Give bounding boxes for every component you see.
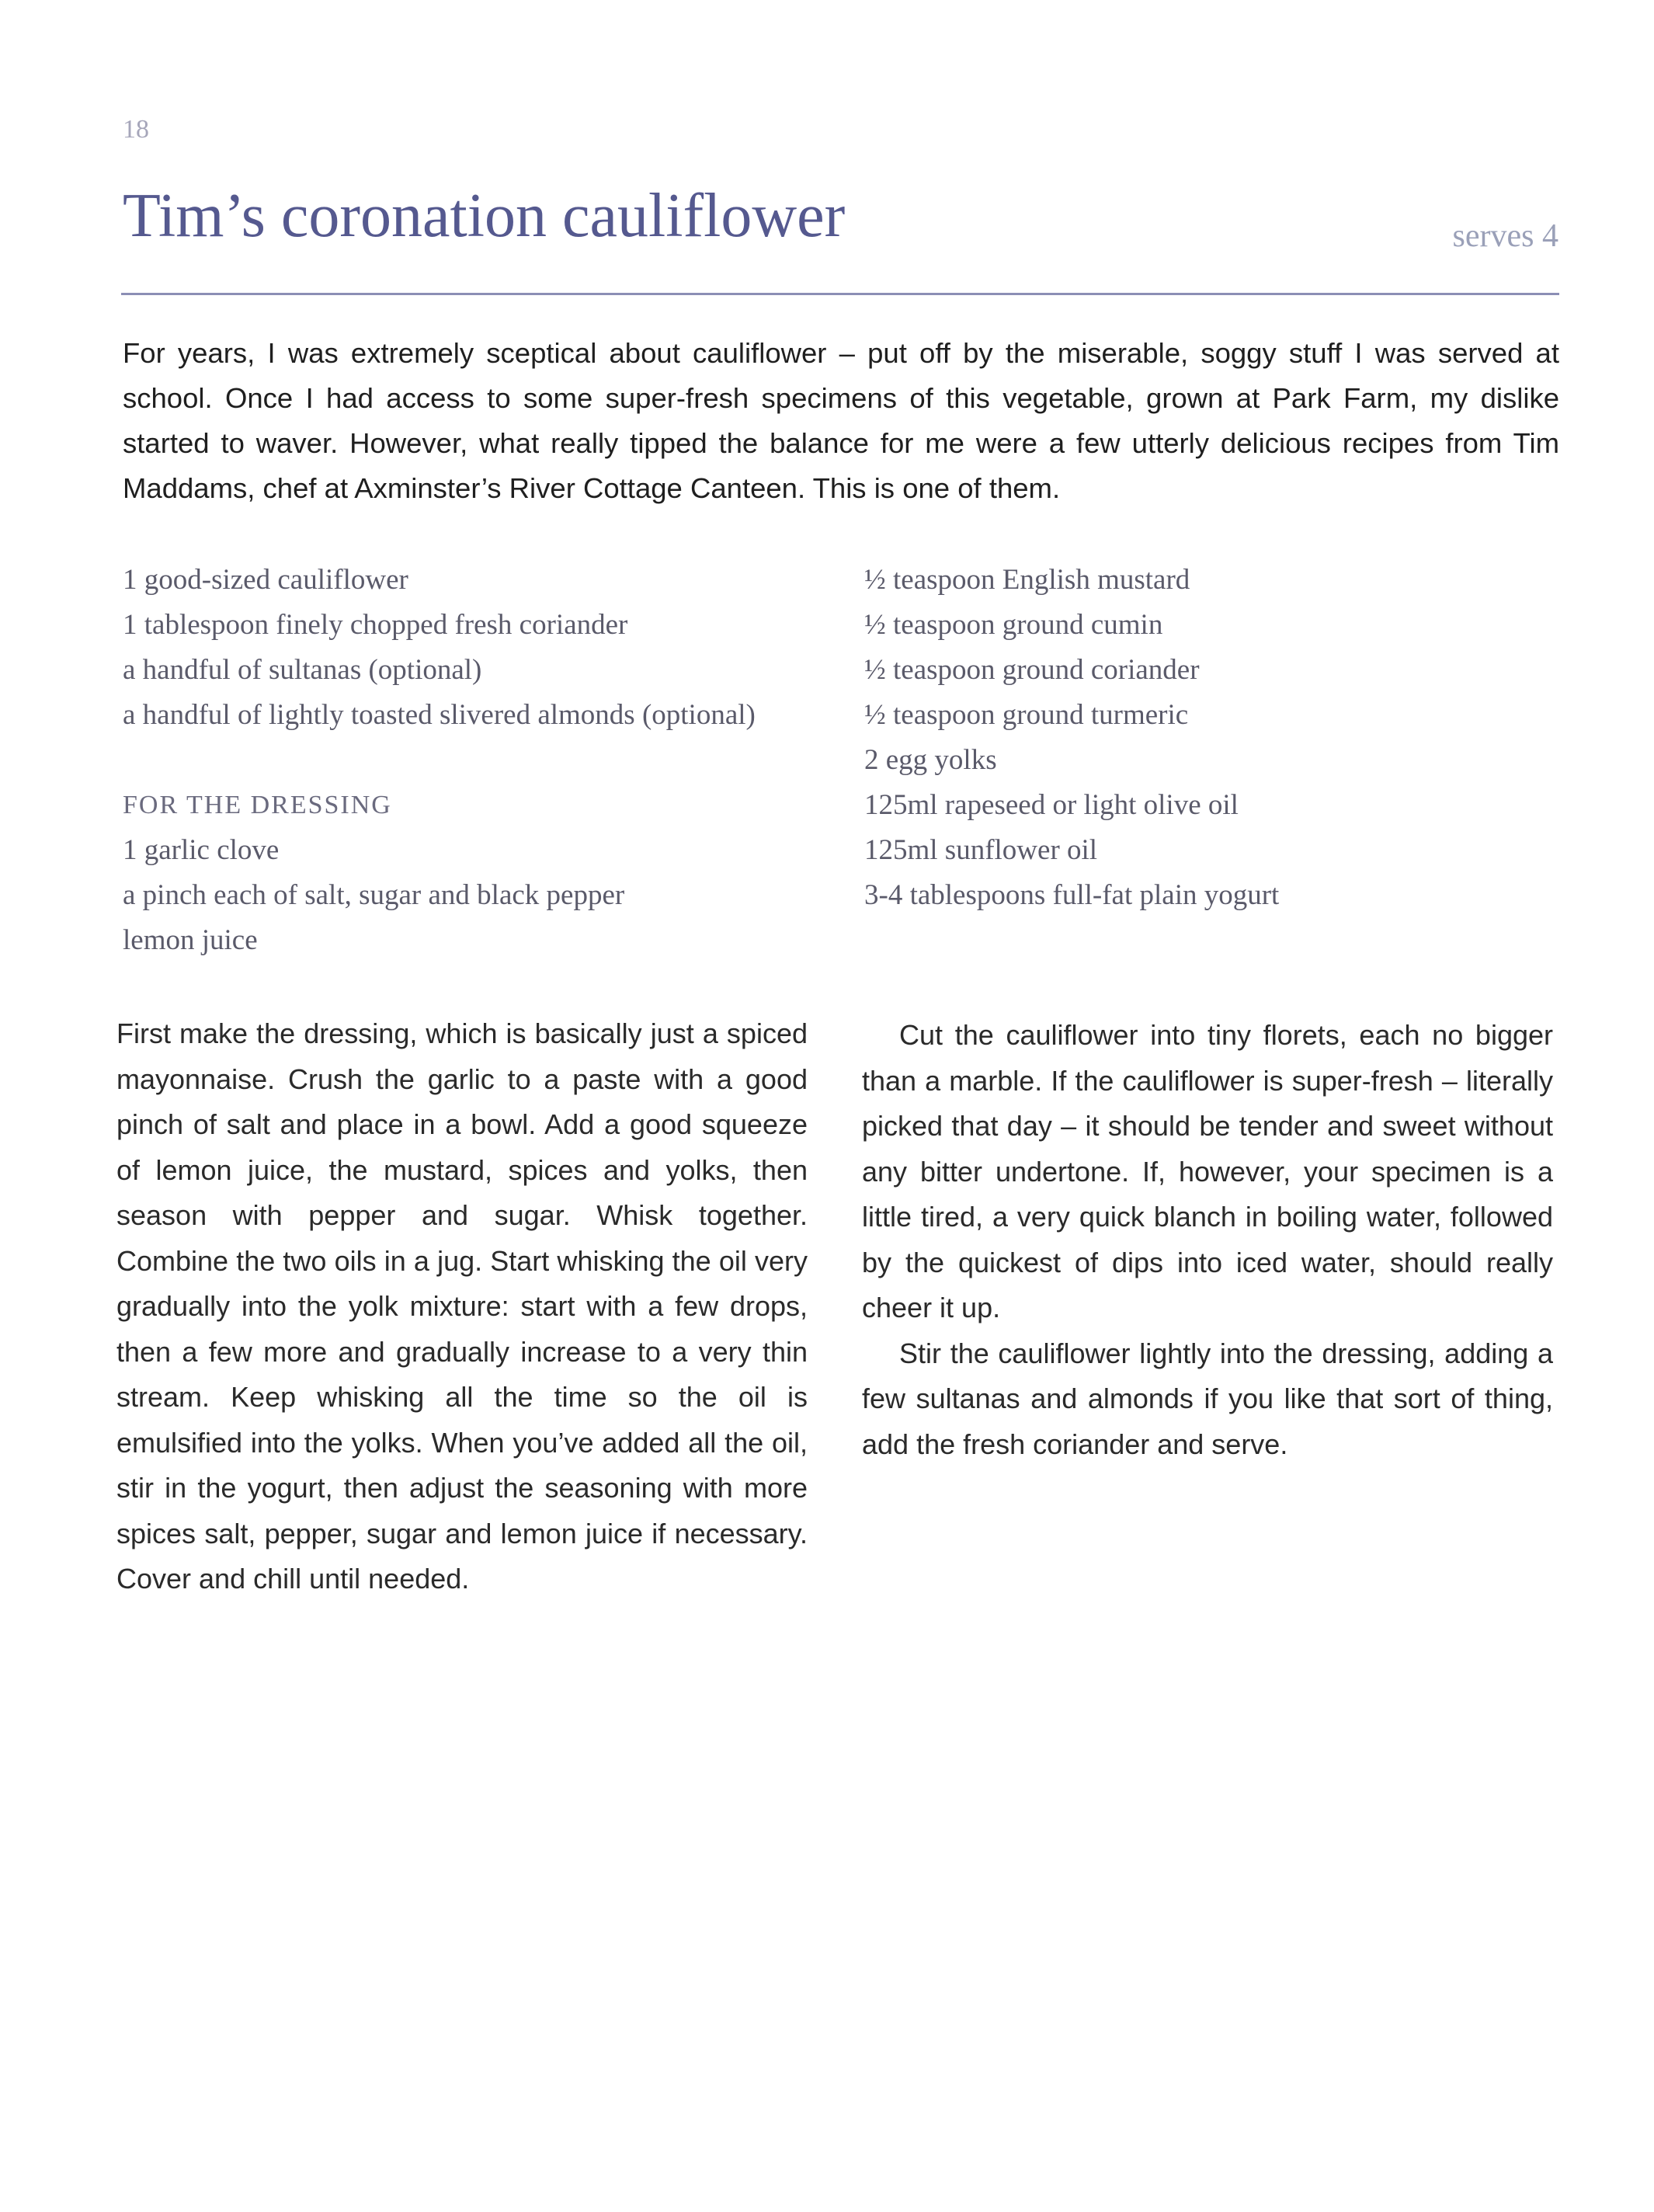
title-divider (121, 293, 1559, 295)
ingredient-item: 125ml sunflower oil (864, 834, 1098, 866)
ingredient-item: ½ teaspoon English mustard (864, 564, 1190, 596)
ingredients-spacer (123, 738, 756, 783)
ingredient-item: a handful of lightly toasted slivered almonds (optional) (123, 699, 756, 731)
recipe-title: Tim’s coronation cauliflower (123, 182, 846, 250)
ingredient-item: ½ teaspoon ground turmeric (864, 699, 1189, 731)
method-right-column (862, 1013, 1553, 1467)
ingredient-item: ½ teaspoon ground cumin (864, 609, 1163, 641)
ingredient-item: 3-4 tablespoons full-fat plain yogurt (864, 879, 1280, 911)
ingredients-left-column (123, 558, 756, 963)
method-paragraph: Cut the cauliflower into tiny florets, each no bigger than a marble. If the cauliflower is super-fresh – literally picked that day – it should be tender and sweet without any bitter undertone. If, however, your specimen is a little tired, a very quick blanch in boiling water, followed by the quickest of dips into iced water, should really cheer it up. (862, 1019, 1553, 1323)
ingredient-item: ½ teaspoon ground coriander (864, 654, 1200, 686)
ingredient-item: a pinch each of salt, sugar and black pepper (123, 879, 625, 911)
method-left-column (116, 1011, 808, 1602)
ingredients-right-column (864, 558, 1279, 918)
ingredient-item: 1 tablespoon finely chopped fresh coriander (123, 609, 628, 641)
ingredient-item: 1 good-sized cauliflower (123, 564, 408, 596)
ingredient-item: lemon juice (123, 924, 258, 956)
intro-paragraph: For years, I was extremely sceptical about cauliflower – put off by the miserable, soggy stuff I was served at school. Once I had access to some super-fresh specimens of this vegetable, grown at Park Farm, my dislike started to waver. However, what really tipped the balance for me were a few utterly delicious recipes from Tim Maddams, chef at Axminster’s River Cottage Canteen. This is one of them. (123, 337, 1559, 504)
ingredient-item: 2 egg yolks (864, 744, 997, 776)
ingredient-item: 125ml rapeseed or light olive oil (864, 789, 1239, 821)
ingredient-item: a handful of sultanas (optional) (123, 654, 482, 686)
serves-label: serves 4 (1452, 218, 1558, 254)
dressing-heading: FOR THE DRESSING (123, 791, 392, 819)
ingredient-item: 1 garlic clove (123, 834, 280, 866)
method-paragraph: Stir the cauliflower lightly into the dressing, adding a few sultanas and almonds if you like that sort of thing, add the fresh coriander and serve. (862, 1337, 1553, 1460)
method-paragraph: First make the dressing, which is basically just a spiced mayonnaise. Crush the garlic to a paste with a good pinch of salt and place in a bowl. Add a good squeeze of lemon juice, the mustard, spices and yolks, then season with pepper and sugar. Whisk together. Combine the two oils in a jug. Start whisking the oil very gradually into the yolk mixture: start with a few drops, then a few more and gradually increase to a very thin stream. Keep whisking all the time so the oil is emulsified into the yolks. When you’ve added all the oil, stir in the yogurt, then adjust the seasoning with more spices salt, pepper, sugar and lemon juice if necessary. Cover and chill until needed. (116, 1017, 808, 1595)
page-number: 18 (123, 115, 149, 144)
